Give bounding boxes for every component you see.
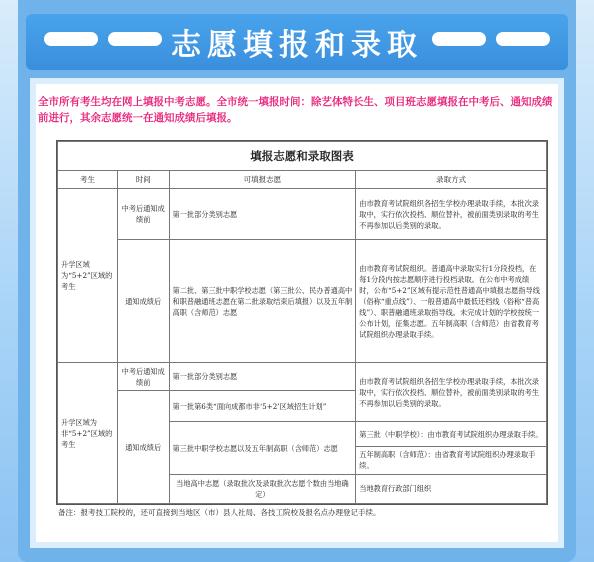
group2-row1-time: 中考后通知成绩前 bbox=[117, 363, 169, 391]
group2-student: 升学区域为非“5+2”区域的考生 bbox=[58, 363, 118, 504]
header-wish: 可填报志愿 bbox=[169, 171, 356, 189]
group1-row2-wish: 第二批、第三批中职学校志愿（第三批公、民办普通高中和职普融通班志愿在第二批录取结束后填报）以及五年制高职（含师范）志愿 bbox=[169, 240, 356, 363]
group1-row1-wish: 第一批部分类别志愿 bbox=[169, 188, 356, 239]
group2-row3-wish: 第三批中职学校志愿以及五年制高职（含师范）志愿 bbox=[169, 422, 356, 475]
group2-row1-wish: 第一批部分类别志愿 bbox=[169, 363, 356, 391]
group2-row4-wish: 当地高中志愿（录取批次及录取批次志愿个数由当地确定） bbox=[169, 474, 356, 503]
group2-row2-time: 通知成绩后 bbox=[117, 391, 169, 504]
page-title: 志愿填报和录取 bbox=[171, 28, 423, 63]
table-note: 备注：报考技工院校的，还可直接到当地区（市）县人社局、各技工院校及报名点办理登记手续。 bbox=[58, 508, 381, 517]
group1-row2-time: 通知成绩后 bbox=[117, 240, 169, 363]
table-caption: 填报志愿和录取图表 bbox=[58, 142, 547, 171]
group1-student: 升学区域为“5+2”区域的考生 bbox=[58, 188, 118, 362]
header-time: 时间 bbox=[117, 171, 169, 189]
header-method: 录取方式 bbox=[356, 171, 547, 189]
header-student: 考生 bbox=[58, 171, 118, 189]
intro-text: 全市所有考生均在网上填报中考志愿。全市统一填报时间：除艺体特长生、项目班志愿填报在中考后、通知成绩前进行，其余志愿统一在通知成绩后填报。 bbox=[38, 96, 553, 124]
group1-row1-method: 由市教育考试院组织各招生学校办理录取手续，本批次录取中，实行依次投档、顺位替补，被前面类别录取的考生不再参加以后类别的录取。 bbox=[356, 188, 547, 239]
group2-row3-method-b: 五年制高职（含师范）：由省教育考试院组织办理录取手续。 bbox=[356, 446, 547, 474]
group2-row1-method: 由市教育考试院组织各招生学校办理录取手续，本批次录取中，实行依次投档、顺位替补，被前面类别录取的考生不再参加以后类别的录取。 bbox=[356, 363, 547, 422]
group2-row4-method: 当地教育行政部门组织 bbox=[356, 474, 547, 503]
group2-row2-wish: 第一批第6类“面向成都市非‘5+2’区域招生计划” bbox=[169, 391, 356, 422]
group2-row3-method-a: 第三批（中职学校）：由市教育考试院组织办理录取手续。 bbox=[356, 422, 547, 447]
group1-row1-time: 中考后通知成绩前 bbox=[117, 188, 169, 239]
wish-table bbox=[56, 140, 548, 505]
group1-row2-method: 由市教育考试院组织。普通高中录取实行1分段投档，在每1分段内按志愿顺序进行投档录取。在公布中考成绩时，公布“5+2”区域有提示范性普通高中填报志愿指导线（俗称“重点线”）、一般普通高中最低还档线（俗称“普高线”）、职普融通班录取指导线。未完成计划的学校按统一公布计划，征集志愿。五年制高职（含师范）由省教育考试院组织办理录取手续。 bbox=[356, 240, 547, 363]
